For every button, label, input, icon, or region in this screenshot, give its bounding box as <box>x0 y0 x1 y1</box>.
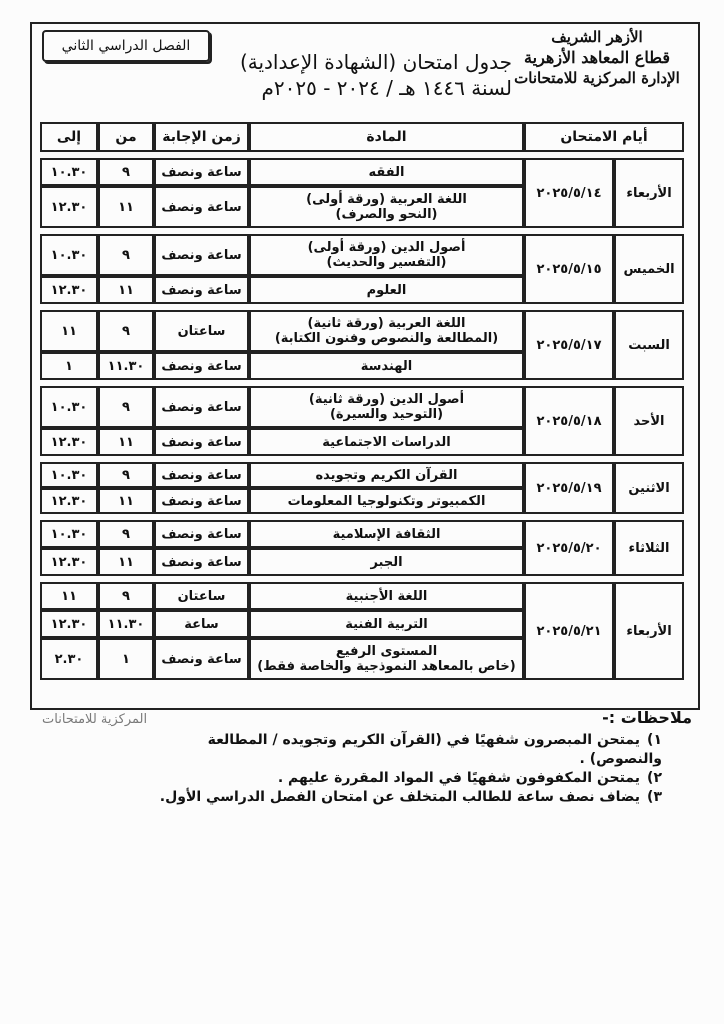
subject-name: الهندسة <box>360 358 413 374</box>
subject-cell <box>249 186 524 228</box>
duration-cell: ساعة <box>154 610 249 638</box>
subject-name: اللغة العربية (ورقة أولى) <box>306 192 467 207</box>
subject-detail: (التفسير والحديث) <box>326 255 447 270</box>
title-block <box>212 50 512 100</box>
exam-date: ٢٠٢٥/٥/١٩ <box>524 462 614 514</box>
subject-name: العلوم <box>366 282 407 298</box>
table-row <box>40 158 684 186</box>
from-cell: ١١ <box>98 186 154 228</box>
subject-cell <box>249 520 524 548</box>
notes-heading: ملاحظات :- <box>602 708 692 727</box>
subject-name: الفقه <box>368 164 405 180</box>
table-header-row <box>40 122 684 152</box>
subject-cell <box>249 610 524 638</box>
from-cell: ١١ <box>98 548 154 576</box>
to-cell: ١ <box>40 352 98 380</box>
table-row <box>40 520 684 548</box>
notes-section <box>132 708 692 807</box>
watermark-stamp: المركزية للامتحانات <box>42 712 148 727</box>
header-from: من <box>98 122 154 152</box>
subject-cell <box>249 386 524 428</box>
exam-date: ٢٠٢٥/٥/٢١ <box>524 582 614 680</box>
from-cell: ١١ <box>98 488 154 514</box>
from-cell: ٩ <box>98 234 154 276</box>
exam-date: ٢٠٢٥/٥/١٨ <box>524 386 614 456</box>
org-line-3: الإدارة المركزية للامتحانات <box>514 69 680 87</box>
duration-cell: ساعتان <box>154 582 249 610</box>
duration-cell: ساعتان <box>154 310 249 352</box>
duration-cell: ساعة ونصف <box>154 352 249 380</box>
note-text: يضاف نصف ساعة للطالب المتخلف عن امتحان الفصل الدراسي الأول. <box>159 789 640 805</box>
from-cell: ٩ <box>98 386 154 428</box>
duration-cell: ساعة ونصف <box>154 186 249 228</box>
to-cell: ١٠.٣٠ <box>40 520 98 548</box>
duration-cell: ساعة ونصف <box>154 158 249 186</box>
exam-date: ٢٠٢٥/٥/٢٠ <box>524 520 614 576</box>
exam-schedule-table <box>40 122 684 680</box>
subject-cell <box>249 158 524 186</box>
subject-cell <box>249 548 524 576</box>
subject-cell <box>249 352 524 380</box>
exam-date: ٢٠٢٥/٥/١٥ <box>524 234 614 304</box>
notes-list <box>132 731 662 807</box>
to-cell: ١١ <box>40 582 98 610</box>
header-duration: زمن الإجابة <box>154 122 249 152</box>
to-cell: ١٢.٣٠ <box>40 186 98 228</box>
duration-cell: ساعة ونصف <box>154 428 249 456</box>
subject-cell <box>249 462 524 488</box>
academic-year: لسنة ١٤٤٦ هـ / ٢٠٢٤ - ٢٠٢٥م <box>261 76 512 100</box>
header-subject: المادة <box>249 122 524 152</box>
exam-day: الخميس <box>614 234 684 304</box>
to-cell: ١٢.٣٠ <box>40 276 98 304</box>
from-cell: ٩ <box>98 520 154 548</box>
subject-name: اللغة الأجنبية <box>345 588 428 604</box>
subject-name: الكمبيوتر وتكنولوجيا المعلومات <box>287 493 486 509</box>
duration-cell: ساعة ونصف <box>154 462 249 488</box>
semester-label: الفصل الدراسي الثاني <box>42 30 210 62</box>
subject-cell <box>249 276 524 304</box>
duration-cell: ساعة ونصف <box>154 386 249 428</box>
org-line-2: قطاع المعاهد الأزهرية <box>524 48 670 67</box>
duration-cell: ساعة ونصف <box>154 234 249 276</box>
subject-name: التربية الفنية <box>345 616 428 632</box>
table-row <box>40 582 684 610</box>
page-title: جدول امتحان (الشهادة الإعدادية) <box>239 50 512 74</box>
to-cell: ١٠.٣٠ <box>40 234 98 276</box>
subject-detail: (المطالعة والنصوص وفنون الكتابة) <box>274 331 499 346</box>
from-cell: ١١.٣٠ <box>98 610 154 638</box>
from-cell: ٩ <box>98 582 154 610</box>
exam-date: ٢٠٢٥/٥/١٧ <box>524 310 614 380</box>
exam-day: الأحد <box>614 386 684 456</box>
header-days: أيام الامتحان <box>524 122 684 152</box>
note-number: ١) <box>647 732 662 748</box>
duration-cell: ساعة ونصف <box>154 638 249 680</box>
note-number: ٢) <box>647 770 662 786</box>
header-to: إلى <box>40 122 98 152</box>
list-item <box>132 769 662 788</box>
list-item <box>132 731 662 769</box>
subject-cell <box>249 582 524 610</box>
subject-detail: (خاص بالمعاهد النموذجية والخاصة فقط) <box>257 659 516 674</box>
from-cell: ١١.٣٠ <box>98 352 154 380</box>
subject-name: اللغة العربية (ورقة ثانية) <box>307 316 466 331</box>
org-line-1: الأزهر الشريف <box>551 28 643 46</box>
subject-detail: (النحو والصرف) <box>335 207 438 222</box>
subject-name: الجبر <box>370 554 403 570</box>
subject-name: الثقافة الإسلامية <box>332 526 441 542</box>
duration-cell: ساعة ونصف <box>154 276 249 304</box>
duration-cell: ساعة ونصف <box>154 548 249 576</box>
subject-cell <box>249 310 524 352</box>
subject-name: أصول الدين (ورقة أولى) <box>307 240 466 255</box>
duration-cell: ساعة ونصف <box>154 488 249 514</box>
subject-detail: (التوحيد والسيرة) <box>329 407 444 422</box>
institution-logo <box>502 28 692 87</box>
to-cell: ١٠.٣٠ <box>40 158 98 186</box>
list-item <box>132 788 662 807</box>
subject-cell <box>249 234 524 276</box>
document-header <box>32 24 698 116</box>
from-cell: ١١ <box>98 428 154 456</box>
to-cell: ١٢.٣٠ <box>40 428 98 456</box>
to-cell: ٢.٣٠ <box>40 638 98 680</box>
note-text: يمتحن المبصرون شفهيًا في (القرآن الكريم وتجويده / المطالعة والنصوص) . <box>207 732 662 767</box>
to-cell: ١١ <box>40 310 98 352</box>
from-cell: ١١ <box>98 276 154 304</box>
exam-date: ٢٠٢٥/٥/١٤ <box>524 158 614 228</box>
table-row <box>40 310 684 352</box>
subject-cell <box>249 428 524 456</box>
to-cell: ١٠.٣٠ <box>40 462 98 488</box>
subject-name: المستوى الرفيع <box>335 644 438 659</box>
subject-name: الدراسات الاجتماعية <box>322 434 451 450</box>
from-cell: ٩ <box>98 158 154 186</box>
subject-name: القرآن الكريم وتجويده <box>315 467 458 483</box>
to-cell: ١٢.٣٠ <box>40 548 98 576</box>
exam-day: الأربعاء <box>614 582 684 680</box>
to-cell: ١٠.٣٠ <box>40 386 98 428</box>
table-row <box>40 234 684 276</box>
exam-day: الأربعاء <box>614 158 684 228</box>
table-row <box>40 462 684 488</box>
subject-cell <box>249 488 524 514</box>
exam-day: الثلاثاء <box>614 520 684 576</box>
duration-cell: ساعة ونصف <box>154 520 249 548</box>
note-text: يمتحن المكفوفون شفهيًا في المواد المقررة عليهم . <box>277 770 640 786</box>
table-row <box>40 386 684 428</box>
exam-day: الاثنين <box>614 462 684 514</box>
from-cell: ١ <box>98 638 154 680</box>
to-cell: ١٢.٣٠ <box>40 610 98 638</box>
from-cell: ٩ <box>98 310 154 352</box>
exam-day: السبت <box>614 310 684 380</box>
note-number: ٣) <box>647 789 662 805</box>
from-cell: ٩ <box>98 462 154 488</box>
subject-cell <box>249 638 524 680</box>
to-cell: ١٢.٣٠ <box>40 488 98 514</box>
subject-name: أصول الدين (ورقة ثانية) <box>308 392 465 407</box>
